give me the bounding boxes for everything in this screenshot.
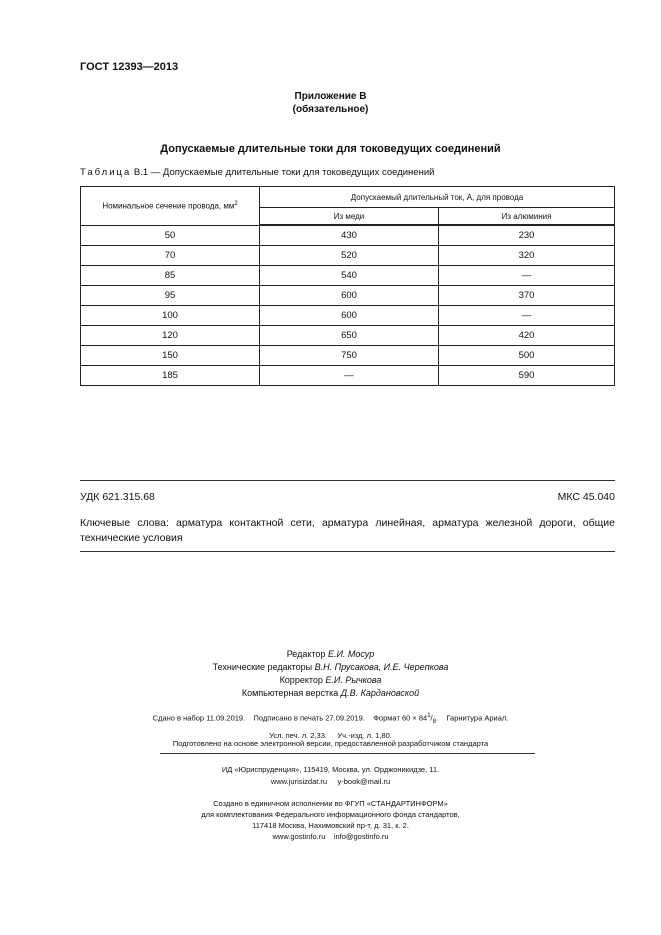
maker-line1: Создано в единичном исполнении во ФГУП «СТАНДАРТИНФОРМ» (213, 799, 448, 808)
print-info-line1: Сдано в набор 11.09.2019. Подписано в печать 27.09.2019. Формат $60 \times 84^1/_8$. Гарнитура Ариал. (152, 713, 509, 725)
table-row (81, 326, 615, 346)
cell-copper: 520 (260, 246, 439, 266)
print-info (0, 710, 661, 742)
prepared-note: Подготовлено на основе электронной версии, предоставленной разработчиком стандарта (172, 739, 489, 748)
table-row (81, 225, 615, 246)
cell-copper: 750 (260, 346, 439, 366)
cell-section: 150 (81, 346, 260, 366)
cell-copper: 650 (260, 326, 439, 346)
credit-layout: Компьютерная верстка Д.В. Кардановской (241, 688, 420, 698)
header-copper: Из меди (260, 208, 439, 226)
publisher-email[interactable]: y-book@mail.ru (337, 777, 391, 786)
annex-title: Приложение В (294, 91, 367, 102)
header-aluminum: Из алюминия (439, 208, 615, 226)
cell-aluminum: 590 (439, 366, 615, 386)
divider-top (80, 480, 615, 481)
cell-aluminum: 420 (439, 326, 615, 346)
credit-tech-editors: Технические редакторы В.Н. Прусакова, И.Е. Черепкова (212, 662, 449, 672)
cell-copper: 430 (260, 225, 439, 246)
header-current-group: Допускаемый длительный ток, А, для провода (260, 187, 615, 208)
cell-section: 120 (81, 326, 260, 346)
maker-block (0, 798, 661, 842)
keywords: Ключевые слова: арматура контактной сети, арматура линейная, арматура железной дороги, общие технические условия (80, 517, 615, 544)
section-title: Допускаемые длительные токи для токоведущих соединений (160, 143, 501, 155)
table-caption-text: В.1 — Допускаемые длительные токи для токоведущих соединений (133, 167, 435, 178)
udk-code: УДК 621.315.68 (80, 491, 155, 503)
publisher-contacts (0, 776, 661, 788)
cell-aluminum: 500 (439, 346, 615, 366)
table-row (81, 266, 615, 286)
print-info-line2: Усл. печ. л. 2,33. Уч.-изд. л. 1,80. (269, 731, 392, 740)
cell-copper: 600 (260, 286, 439, 306)
credit-editor: Редактор Е.И. Мосур (286, 649, 375, 659)
mks-code: МКС 45.040 (557, 491, 615, 503)
cell-section: 95 (81, 286, 260, 306)
cell-section: 85 (81, 266, 260, 286)
publisher-block (0, 764, 661, 788)
credits-block (0, 648, 661, 700)
cell-copper: — (260, 366, 439, 386)
maker-email[interactable]: info@gostinfo.ru (333, 832, 389, 841)
document-code: ГОСТ 12393—2013 (80, 61, 179, 73)
cell-section: 100 (81, 306, 260, 326)
publisher-address: ИД «Юриспруденция», 115419, Москва, ул. Орджоникидзе, 11. (221, 765, 440, 774)
cell-section: 50 (81, 225, 260, 246)
cell-aluminum: — (439, 266, 615, 286)
table-row (81, 286, 615, 306)
publisher-site[interactable]: www.jurisizdat.ru (270, 777, 328, 786)
cell-copper: 600 (260, 306, 439, 326)
credit-corrector: Корректор Е.И. Рычкова (279, 675, 382, 685)
maker-line2: для комплектования Федерального информационного фонда стандартов, (201, 810, 460, 819)
cell-aluminum: — (439, 306, 615, 326)
maker-line3: 117418 Москва, Нахимовский пр-т, д. 31, к. 2. (252, 821, 409, 830)
table-row (81, 346, 615, 366)
maker-contacts (0, 831, 661, 842)
divider-footer (160, 753, 535, 754)
cell-aluminum: 370 (439, 286, 615, 306)
annex-kind: (обязательное) (292, 104, 369, 115)
table-row (81, 366, 615, 386)
cell-section: 70 (81, 246, 260, 266)
cell-aluminum: 230 (439, 225, 615, 246)
currents-table (80, 186, 615, 386)
header-section: Номинальное сечение провода, $мм^2$ (81, 187, 260, 226)
divider-bottom (80, 551, 615, 552)
maker-site[interactable]: www.gostinfo.ru (272, 832, 326, 841)
table-row (81, 306, 615, 326)
cell-section: 185 (81, 366, 260, 386)
cell-aluminum: 320 (439, 246, 615, 266)
table-caption (80, 167, 434, 178)
table-row (81, 246, 615, 266)
table-caption-label: Таблица (80, 167, 132, 178)
cell-copper: 540 (260, 266, 439, 286)
header-section-sup: 2 (234, 200, 238, 207)
